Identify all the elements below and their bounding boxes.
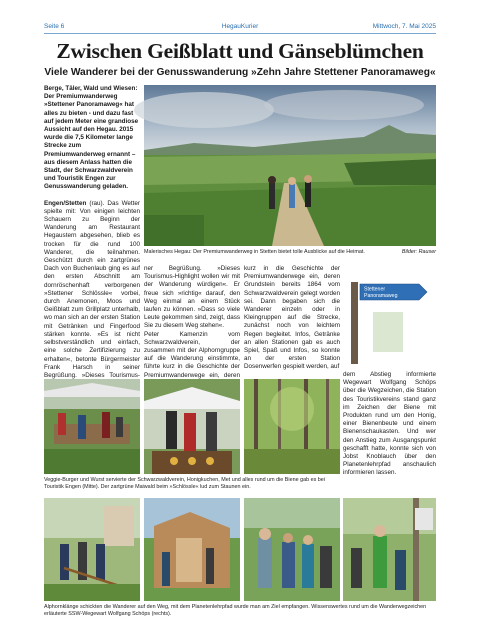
sign-text-line2: Panoramaweg	[364, 293, 398, 299]
photo-credit: Bilder: Rauser	[401, 249, 436, 255]
column-4	[343, 371, 436, 491]
photo-row-2-caption: Alphornklänge schickten die Wanderer auf den Weg, mit dem Planetenlehrpfad wurde man am Ziel empfangen. Wissenswertes rund um die Wanderwegzeichen erläuterte SSW-Wegewart Wolfgang Schöps (rechts).	[44, 604, 427, 617]
photo-planet-trail-station	[144, 498, 240, 601]
newspaper-name: HegauKurier	[221, 23, 259, 30]
photo-wegewart-explains	[343, 498, 436, 601]
author: (rau).	[89, 199, 105, 207]
photo-spring-forest	[244, 379, 340, 474]
lead-paragraph: Berge, Täler, Wald und Wiesen: Der Premiumwanderweg »Stettener Panoramaweg« hat alles zu bieten - und dazu fast auf jedem Meter eine grandiose Aussicht auf den Hegau. 2015 wurde die 7,5 Kilometer lange Strecke zum Premiumwanderweg ernannt – aus diesem Anlass hatten die Stadt, der Schwarzwaldverein und Touristik Engen zur Genusswanderung geladen.	[44, 85, 139, 191]
column-1b	[144, 265, 240, 379]
body-text-1: Das Wetter spielte mit: Von einigen leichten Schauern zu Beginn der Wanderung am Restaurant Hegaustern abgesehen, blieb es trocken für die rund 100 Wanderer, die teilnahmen. Geschützt durch ein zartgrünes Dach von Buchenlaub ging es auf den ersten Abschnitt am dornröschenhaft verborgenen »Stettener Schlössle« vorbei, durch Anemonen, Moos und Geißblatt zum Grillplatz unterhalb, wo man sich an der ersten Station mit Getränken und Fingerfood stärken konnte. »Es ist nicht selbstverständlich und einfach, eine solche Zertifizierung zu erhalten«, betonte Bürgermeister Frank Harsch in seiner Begrüßung. »Dieses Tourismus-	[44, 199, 141, 379]
main-photo-panorama-trail	[144, 85, 436, 246]
article-subtitle: Viele Wanderer bei der Genusswanderung »Zehn Jahre Stettener Panoramaweg«	[44, 67, 436, 78]
article-title: Zwischen Geißblatt und Gänseblümchen	[56, 39, 424, 63]
main-caption-text: Malerisches Hegau: Der Premiumwanderweg in Stetten bietet tolle Ausblicke auf die Heimat.	[144, 249, 365, 255]
column-3	[244, 265, 340, 373]
body-text-1-continued: ner Begrüßung. »Dieses Tourismus-Highlight wollen wir mit der Wanderung würdigen«. Er freue sich »richtig« darauf, den Weg einmal an einem Stück laufen zu können. »Dass so viele Leute gekommen sind, zeigt, dass Sie zu diesem Weg stehen«.	[144, 265, 240, 330]
trail-sign-photo	[343, 276, 435, 368]
photo-alphorn-group	[44, 498, 140, 601]
photo-touristik-bee-station	[144, 379, 240, 474]
page-number: Seite 6	[44, 23, 65, 30]
sign-text-line1: Stettener	[364, 286, 386, 293]
issue-date: Mittwoch, 7. Mai 2025	[372, 23, 436, 30]
body-text-4: dem Abstieg informierte Wegewart Wolfgang Schöps über die Wegzeichen, die Station des Touristikvereins stand ganz im Zeichen der Biene mit Produkten rund um den Honig, einer Bienenbeute und einem Bienenschaukasten. Und wer den Anstieg zum Ausgangspunkt geschafft hatte, konnte sich von Jobst Knoblauch über den Planetenlehrpfad anschaulich informieren lassen.	[343, 371, 436, 477]
photo-hikers-group	[244, 498, 340, 601]
body-text-2: Peter Kamenzin vom Schwarzwaldverein, der zusammen mit der Alphorngruppe auf die Wanderung einstimmte, führte kurz in die Geschichte der Premiumwanderwege ein, deren	[144, 330, 240, 379]
photo-grill-station	[44, 379, 140, 474]
main-photo-caption	[144, 249, 436, 256]
body-text-3: kurz in die Geschichte der Premiumwanderwege ein, deren Grundstein bereits 1864 vom Schwarzwaldverein gelegt worden sei. Dann begaben sich die Wanderer einzeln oder in Kleingruppen auf die Strecke, zunächst noch von leichtem Regen begleitet. Infos, Getränke an allen Stationen gab es auch Spiel, Spaß und Infos, so konnte an der ersten Station Dosenwerfen gespielt werden, auf	[244, 265, 340, 371]
page-header	[44, 22, 436, 34]
photo-row-1-caption: Veggie-Burger und Wurst servierte der Schwarzwaldverein, Honigkuchen, Met und alles rund um die Biene gab es bei Touristik Engen (Mitte). Der zartgrüne Maiwald beim »Schlössle« lud zum Staunen ein.	[44, 477, 325, 490]
dateline: Engen/Stetten	[44, 199, 87, 207]
